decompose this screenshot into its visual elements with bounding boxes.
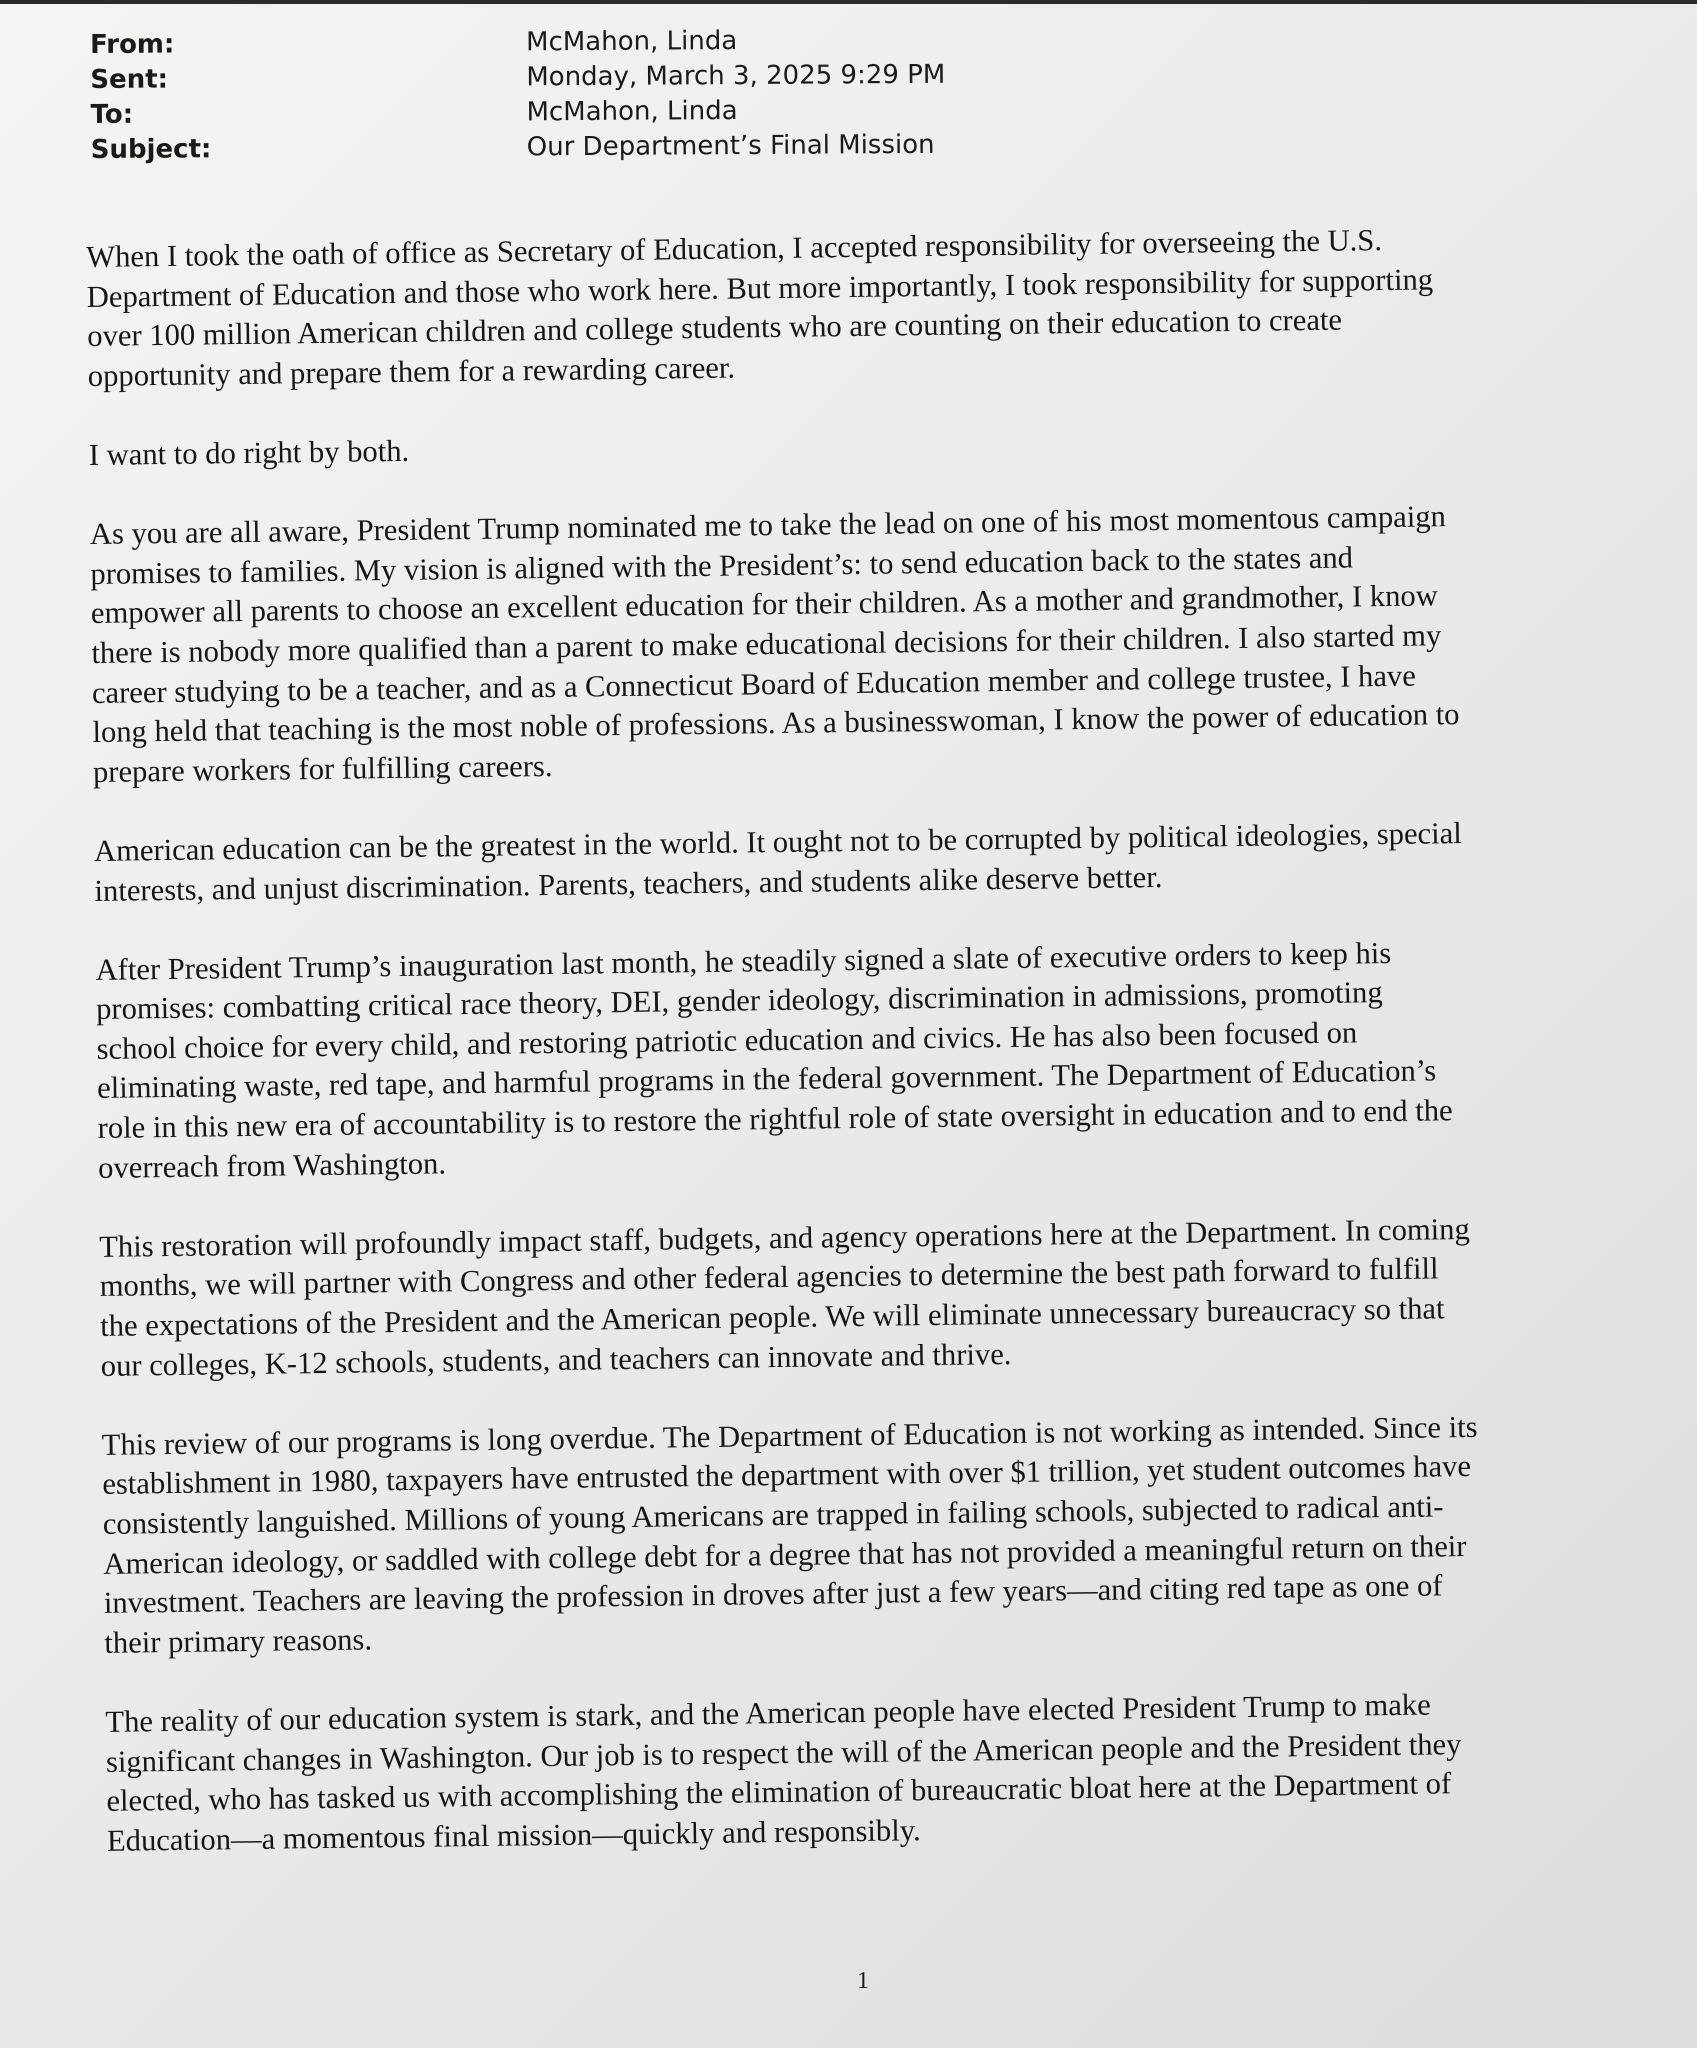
paragraph <box>95 930 1697 1188</box>
body-line: their primary reasons. <box>104 1622 373 1660</box>
body-line: After President Trump’s inauguration last month, he steadily signed a slate of executive orders to keep his <box>95 935 1392 987</box>
email-header <box>90 22 1091 168</box>
body-line: promises to families. My vision is aligned with the President’s: to send education back to the states and <box>90 540 1354 591</box>
body-line: This restoration will profoundly impact staff, budgets, and agency operations here at the Department. In coming <box>98 1211 1470 1264</box>
subject-value: Our Department’s Final Mission <box>526 129 935 163</box>
body-line: over 100 million American children and college students who are counting on their education to create <box>87 302 1343 354</box>
body-line: eliminating waste, red tape, and harmful programs in the federal government. The Department of Education’s <box>96 1053 1437 1106</box>
paragraph <box>90 494 1693 792</box>
body-line: overreach from Washington. <box>97 1146 447 1185</box>
body-line: school choice for every child, and restoring patriotic education and civics. He has also been focused on <box>96 1015 1358 1066</box>
body-line: investment. Teachers are leaving the profession in droves after just a few years—and citing red tape as one of <box>103 1568 1443 1621</box>
page-top-edge <box>0 0 1697 4</box>
body-line: This review of our programs is long overdue. The Department of Education is not working as intended. Since its <box>101 1409 1478 1462</box>
body-line: long held that teaching is the most noble of professions. As a businesswoman, I know the power of education to <box>92 697 1460 750</box>
paragraph <box>89 415 1689 476</box>
to-label: To: <box>90 99 134 130</box>
body-line: interests, and unjust discrimination. Parents, teachers, and students alike deserve better. <box>94 859 1163 908</box>
body-line: Department of Education and those who work here. But more importantly, I took responsibility for supporting <box>86 261 1434 314</box>
subject-row <box>91 127 1091 168</box>
paragraph <box>102 1405 1697 1663</box>
body-line: promises: combatting critical race theory, DEI, gender ideology, discrimination in admissions, promoting <box>95 975 1383 1027</box>
body-line: months, we will partner with Congress and other federal agencies to determine the best path forward to fulfill <box>99 1251 1439 1304</box>
body-line: the expectations of the President and the American people. We will eliminate unnecessary bureaucracy so that <box>100 1291 1445 1343</box>
body-line: empower all parents to choose an excellent education for their children. As a mother and grandmother, I know <box>90 578 1439 631</box>
body-line: consistently languished. Millions of young Americans are trapped in failing schools, subjected to radical anti- <box>102 1489 1444 1541</box>
body-line: career studying to be a teacher, and as a Connecticut Board of Education member and college trustee, I have <box>91 658 1417 710</box>
body-line: The reality of our education system is stark, and the American people have elected President Trump to make <box>105 1687 1431 1739</box>
body-line: When I took the oath of office as Secretary of Education, I accepted responsibility for overseeing the U.S. <box>86 223 1383 274</box>
page-number: 1 <box>857 1968 869 1994</box>
sent-value: Monday, March 3, 2025 9:29 PM <box>526 59 946 93</box>
body-line: Education—a momentous final mission—quickly and responsibly. <box>106 1812 921 1858</box>
body-line: opportunity and prepare them for a rewarding career. <box>87 350 736 393</box>
from-label: From: <box>90 29 175 60</box>
body-line: role in this new era of accountability is to restore the rightful role of state oversight in education and to end the <box>97 1093 1453 1145</box>
paragraph <box>94 811 1695 911</box>
paragraph <box>105 1682 1697 1861</box>
body-line: elected, who has tasked us with accomplishing the elimination of bureaucratic bloat here at the Department of <box>106 1766 1452 1819</box>
body-line: significant changes in Washington. Our job is to respect the will of the American people and the President they <box>105 1726 1462 1779</box>
body-line: prepare workers for fulfilling careers. <box>92 748 553 789</box>
body-line: establishment in 1980, taxpayers have entrusted the department with over $1 trillion, yet student outcomes have <box>102 1449 1472 1502</box>
sent-label: Sent: <box>90 64 169 95</box>
from-value: McMahon, Linda <box>526 26 738 58</box>
paragraph <box>86 217 1688 396</box>
to-value: McMahon, Linda <box>526 96 738 128</box>
paragraph <box>99 1207 1697 1386</box>
body-line: there is nobody more qualified than a parent to make educational decisions for their children. I also started my <box>91 618 1442 670</box>
body-line: our colleges, K-12 schools, students, and teachers can innovate and thrive. <box>100 1336 1012 1383</box>
body-line: American education can be the greatest in the world. It ought not to be corrupted by political ideologies, special <box>93 815 1462 868</box>
body-line: American ideology, or saddled with college debt for a degree that has not provided a meaningful return on their <box>103 1528 1467 1581</box>
email-body <box>86 217 1697 1901</box>
body-line: As you are all aware, President Trump nominated me to take the lead on one of his most momentous campaign <box>89 499 1447 552</box>
subject-label: Subject: <box>90 134 212 165</box>
body-line: I want to do right by both. <box>88 433 410 472</box>
